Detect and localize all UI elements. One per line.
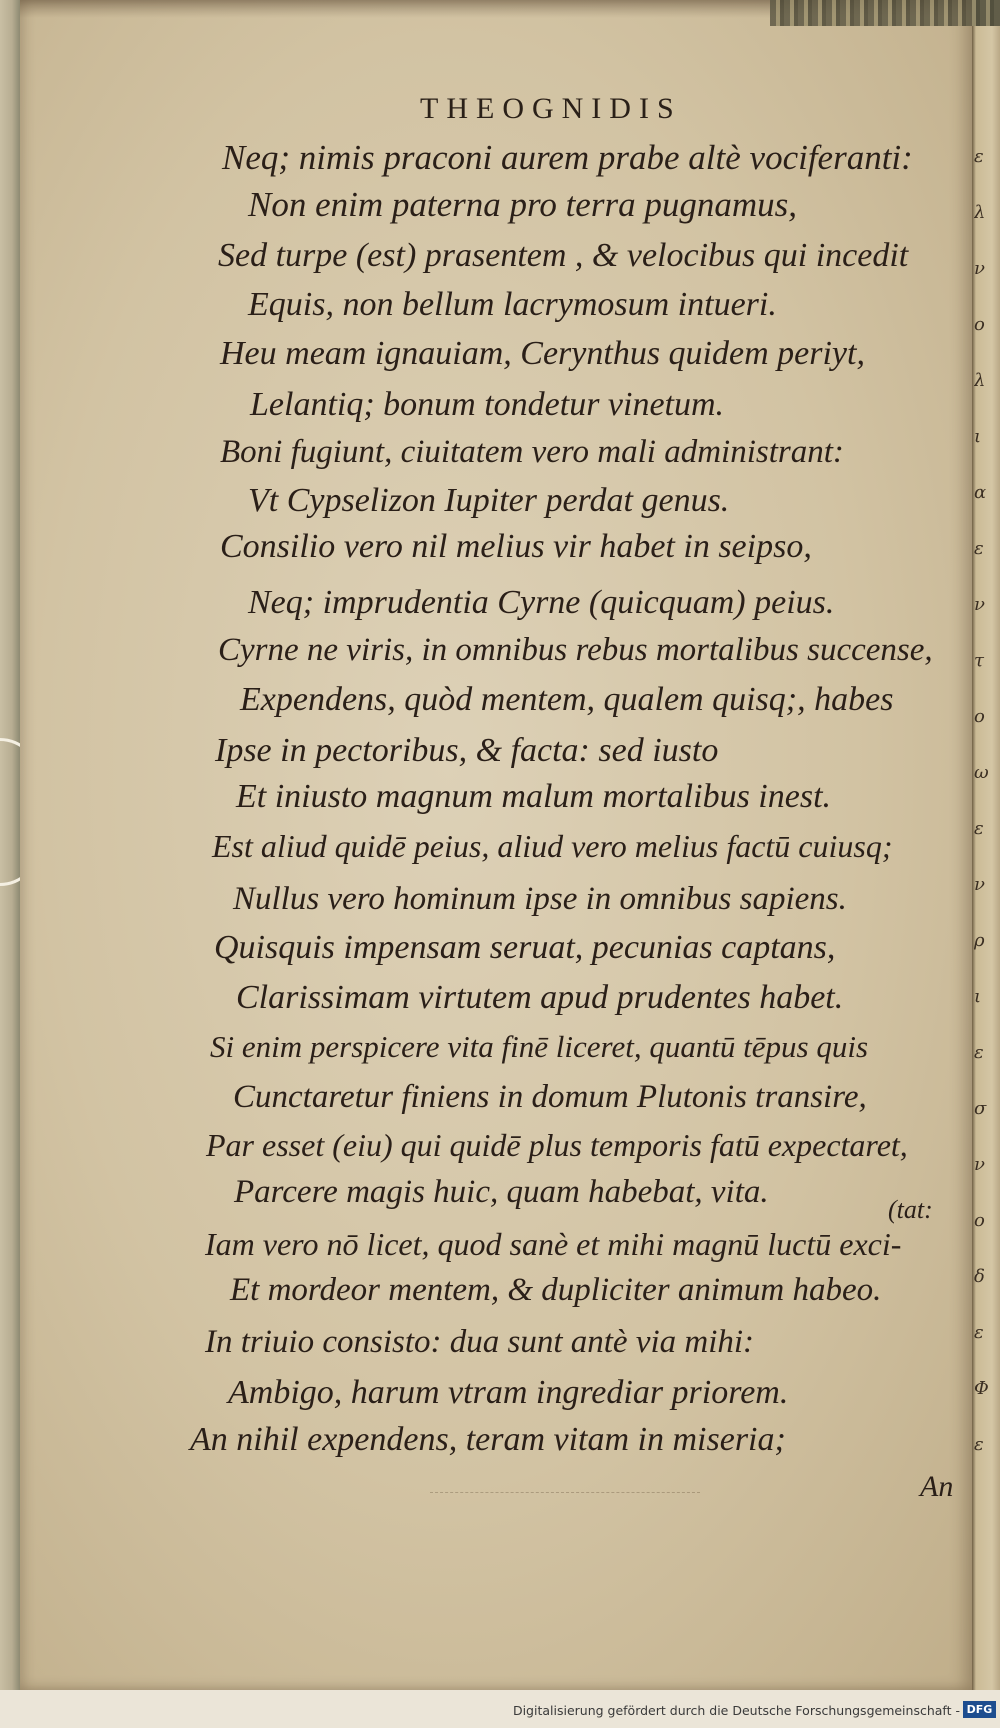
text-line: Est aliud quidē peius, aliud vero melius factū cuiusq;	[212, 828, 893, 864]
text-line: Heu meam ignauiam, Cerynthus quidem periyt,	[220, 335, 865, 372]
text-line: Boni fugiunt, ciuitatem vero mali administrant:	[220, 434, 844, 470]
text-line: Ambigo, harum vtram ingrediar priorem.	[228, 1374, 789, 1411]
text-line: Lelantiq; bonum tondetur vinetum.	[250, 386, 725, 423]
dfg-logo: DFG	[963, 1701, 996, 1718]
adjacent-page-fragment: ε	[974, 1434, 984, 1455]
adjacent-page-fragment: ε	[974, 818, 984, 839]
running-head: THEOGNIDIS	[420, 92, 682, 125]
adjacent-page-fragment: ε	[974, 1322, 984, 1343]
text-line: Equis, non bellum lacrymosum intueri.	[248, 286, 777, 323]
text-line: Nullus vero hominum ipse in omnibus sapiens.	[233, 881, 847, 917]
text-line: Consilio vero nil melius vir habet in seipso,	[220, 528, 812, 565]
adjacent-page-fragment: ν	[974, 258, 985, 279]
adjacent-page-fragment: ν	[974, 594, 985, 615]
adjacent-page-fragment: ν	[974, 874, 985, 895]
adjacent-page-fragment: α	[974, 482, 987, 503]
text-line: Quisquis impensam seruat, pecunias captans,	[214, 929, 836, 966]
adjacent-page-fragment: Φ	[974, 1378, 989, 1399]
adjacent-page-fragment: δ	[974, 1266, 985, 1287]
bottom-rule	[430, 1492, 700, 1493]
text-line: Iam vero nō licet, quod sanè et mihi magnū luctū exci-	[205, 1226, 902, 1262]
text-line: In triuio consisto: dua sunt antè via mihi:	[205, 1324, 755, 1360]
adjacent-page-fragment: λ	[974, 370, 986, 391]
text-line: Expendens, quòd mentem, qualem quisq;, habes	[240, 681, 894, 718]
text-line: Par esset (eiu) qui quidē plus temporis fatū expectaret,	[206, 1127, 908, 1163]
funding-credit: Digitalisierung gefördert durch die Deutsche Forschungsgemeinschaft -	[512, 1703, 960, 1718]
adjacent-page-fragment: ι	[974, 426, 982, 447]
text-line: Clarissimam virtutem apud prudentes habet.	[236, 979, 844, 1016]
text-line: Neq; nimis praconi aurem prabe altè vociferanti:	[222, 138, 913, 177]
adjacent-page-fragment: ι	[974, 986, 982, 1007]
adjacent-page-fragment: ε	[974, 146, 984, 167]
text-line: Et iniusto magnum malum mortalibus inest.	[236, 778, 832, 815]
page-top-edge	[770, 0, 1000, 26]
adjacent-page-fragment: λ	[974, 202, 986, 223]
text-line: An nihil expendens, teram vitam in miseria;	[190, 1421, 786, 1458]
catchword: An	[920, 1470, 954, 1503]
adjacent-page-edge	[972, 26, 1000, 1690]
adjacent-page-fragment: ρ	[974, 930, 985, 951]
adjacent-page-fragment: σ	[974, 1098, 987, 1119]
adjacent-page-fragment: ο	[974, 1210, 985, 1231]
adjacent-page-fragment: τ	[974, 650, 984, 671]
text-line: Cyrne ne viris, in omnibus rebus mortalibus succense,	[218, 632, 933, 668]
text-line: Ipse in pectoribus, & facta: sed iusto	[215, 732, 719, 769]
adjacent-page-fragment: ν	[974, 1154, 985, 1175]
adjacent-page-fragment: ω	[974, 762, 989, 783]
text-line: Vt Cypselizon Iupiter perdat genus.	[248, 482, 730, 519]
text-line: Cunctaretur finiens in domum Plutonis transire,	[233, 1079, 867, 1115]
adjacent-page-fragment: ε	[974, 1042, 984, 1063]
text-line: Et mordeor mentem, & dupliciter animum habeo.	[230, 1272, 882, 1308]
text-line: Sed turpe (est) prasentem , & velocibus qui incedit	[218, 237, 909, 274]
margin-note: (tat:	[888, 1195, 933, 1224]
adjacent-page-fragment: ο	[974, 706, 985, 727]
text-line: Parcere magis huic, quam habebat, vita.	[234, 1174, 769, 1210]
text-line: Neq; imprudentia Cyrne (quicquam) peius.	[248, 584, 835, 621]
text-line: Si enim perspicere vita finē liceret, quantū tēpus quis	[210, 1029, 869, 1064]
adjacent-page-fragment: ο	[974, 314, 985, 335]
text-line: Non enim paterna pro terra pugnamus,	[248, 185, 797, 224]
adjacent-page-fragment: ε	[974, 538, 984, 559]
